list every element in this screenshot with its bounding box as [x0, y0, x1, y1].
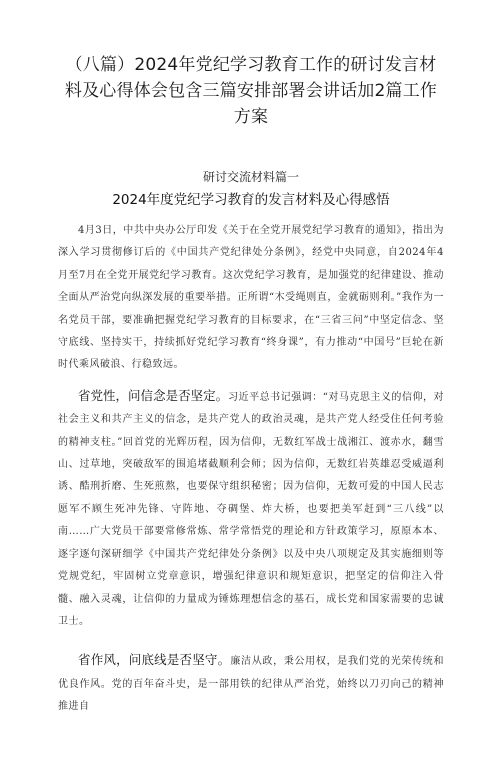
paragraph-party-spirit — [58, 385, 444, 633]
paragraph-text: 习近平总书记强调：“对马克思主义的信仰，对社会主义和共产主义的信念，是共产党人的政治灵魂，是共产党人经受住任何考验的精神支柱。”回首党的光辉历程，因为信仰，无数红军战士战湘江、渡赤水，翻雪山、过草地，突破敌军的围追堵截顺利会师；因为信仰，无数红岩英雄忍受威逼利诱、酷刑折磨、生死煎熬，也要保守组织秘密；因为信仰，无数可爱的中国人民志愿军不顾生死冲先锋、守阵地、夺碉堡、炸大桥，也要把美军赶到“三八线”以南……广大党员干部要常修常炼、常学常悟党的理论和方针政策学习，原原本本、逐字逐句深研细学《中国共产党纪律处分条例》以及中央八项规定及其实施细则等党规党纪，牢固树立党章意识，增强纪律意识和规矩意识，把坚定的信仰注入骨髓、融入灵魂，让信仰的力量成为锤炼理想信念的基石，成长党和国家需要的忠诚卫士。 — [58, 391, 444, 627]
section-label: 研讨交流材料篇一 — [202, 170, 299, 184]
paragraph-intro — [58, 220, 444, 377]
paragraph-heading: 省党性，问信念是否坚定。 — [78, 387, 229, 403]
paragraph-work-style — [58, 649, 444, 718]
document-title: （八篇）2024年党纪学习教育工作的研讨发言材料及心得体会包含三篇安排部署会讲话加2篇工作方案 — [64, 55, 438, 127]
paragraph-heading: 省作风，问底线是否坚守。 — [78, 652, 231, 668]
paragraph-text: 4月3日，中共中央办公厅印发《关于在全党开展党纪学习教育的通知》，指出为深入学习贯彻修订后的《中国共产党纪律处分条例》，经党中央同意，自2024年4月至7月在全党开展党纪学习教育。这次党纪学习教育，是加强党的纪律建设、推动全面从严治党向纵深发展的重要举措。正所谓“木受绳则直，金就砺则利。”我作为一名党员干部，要准确把握党纪学习教育的目标要求，在“三省三问”中坚定信念、坚守底线、坚持实干，持续抓好党纪学习教育“终身课”，有力推动“中国号”巨轮在新时代乘风破浪、行稳致远。 — [58, 225, 444, 371]
section-title: 2024年度党纪学习教育的发言材料及心得感悟 — [112, 192, 390, 208]
paragraph-text: 廉洁从政，秉公用权，是我们党的光荣传统和优良作风。党的百年奋斗史，是一部用铁的纪律从严治党，始终以刀刃向己的精神推进自 — [58, 656, 444, 713]
document-page — [0, 52, 500, 759]
